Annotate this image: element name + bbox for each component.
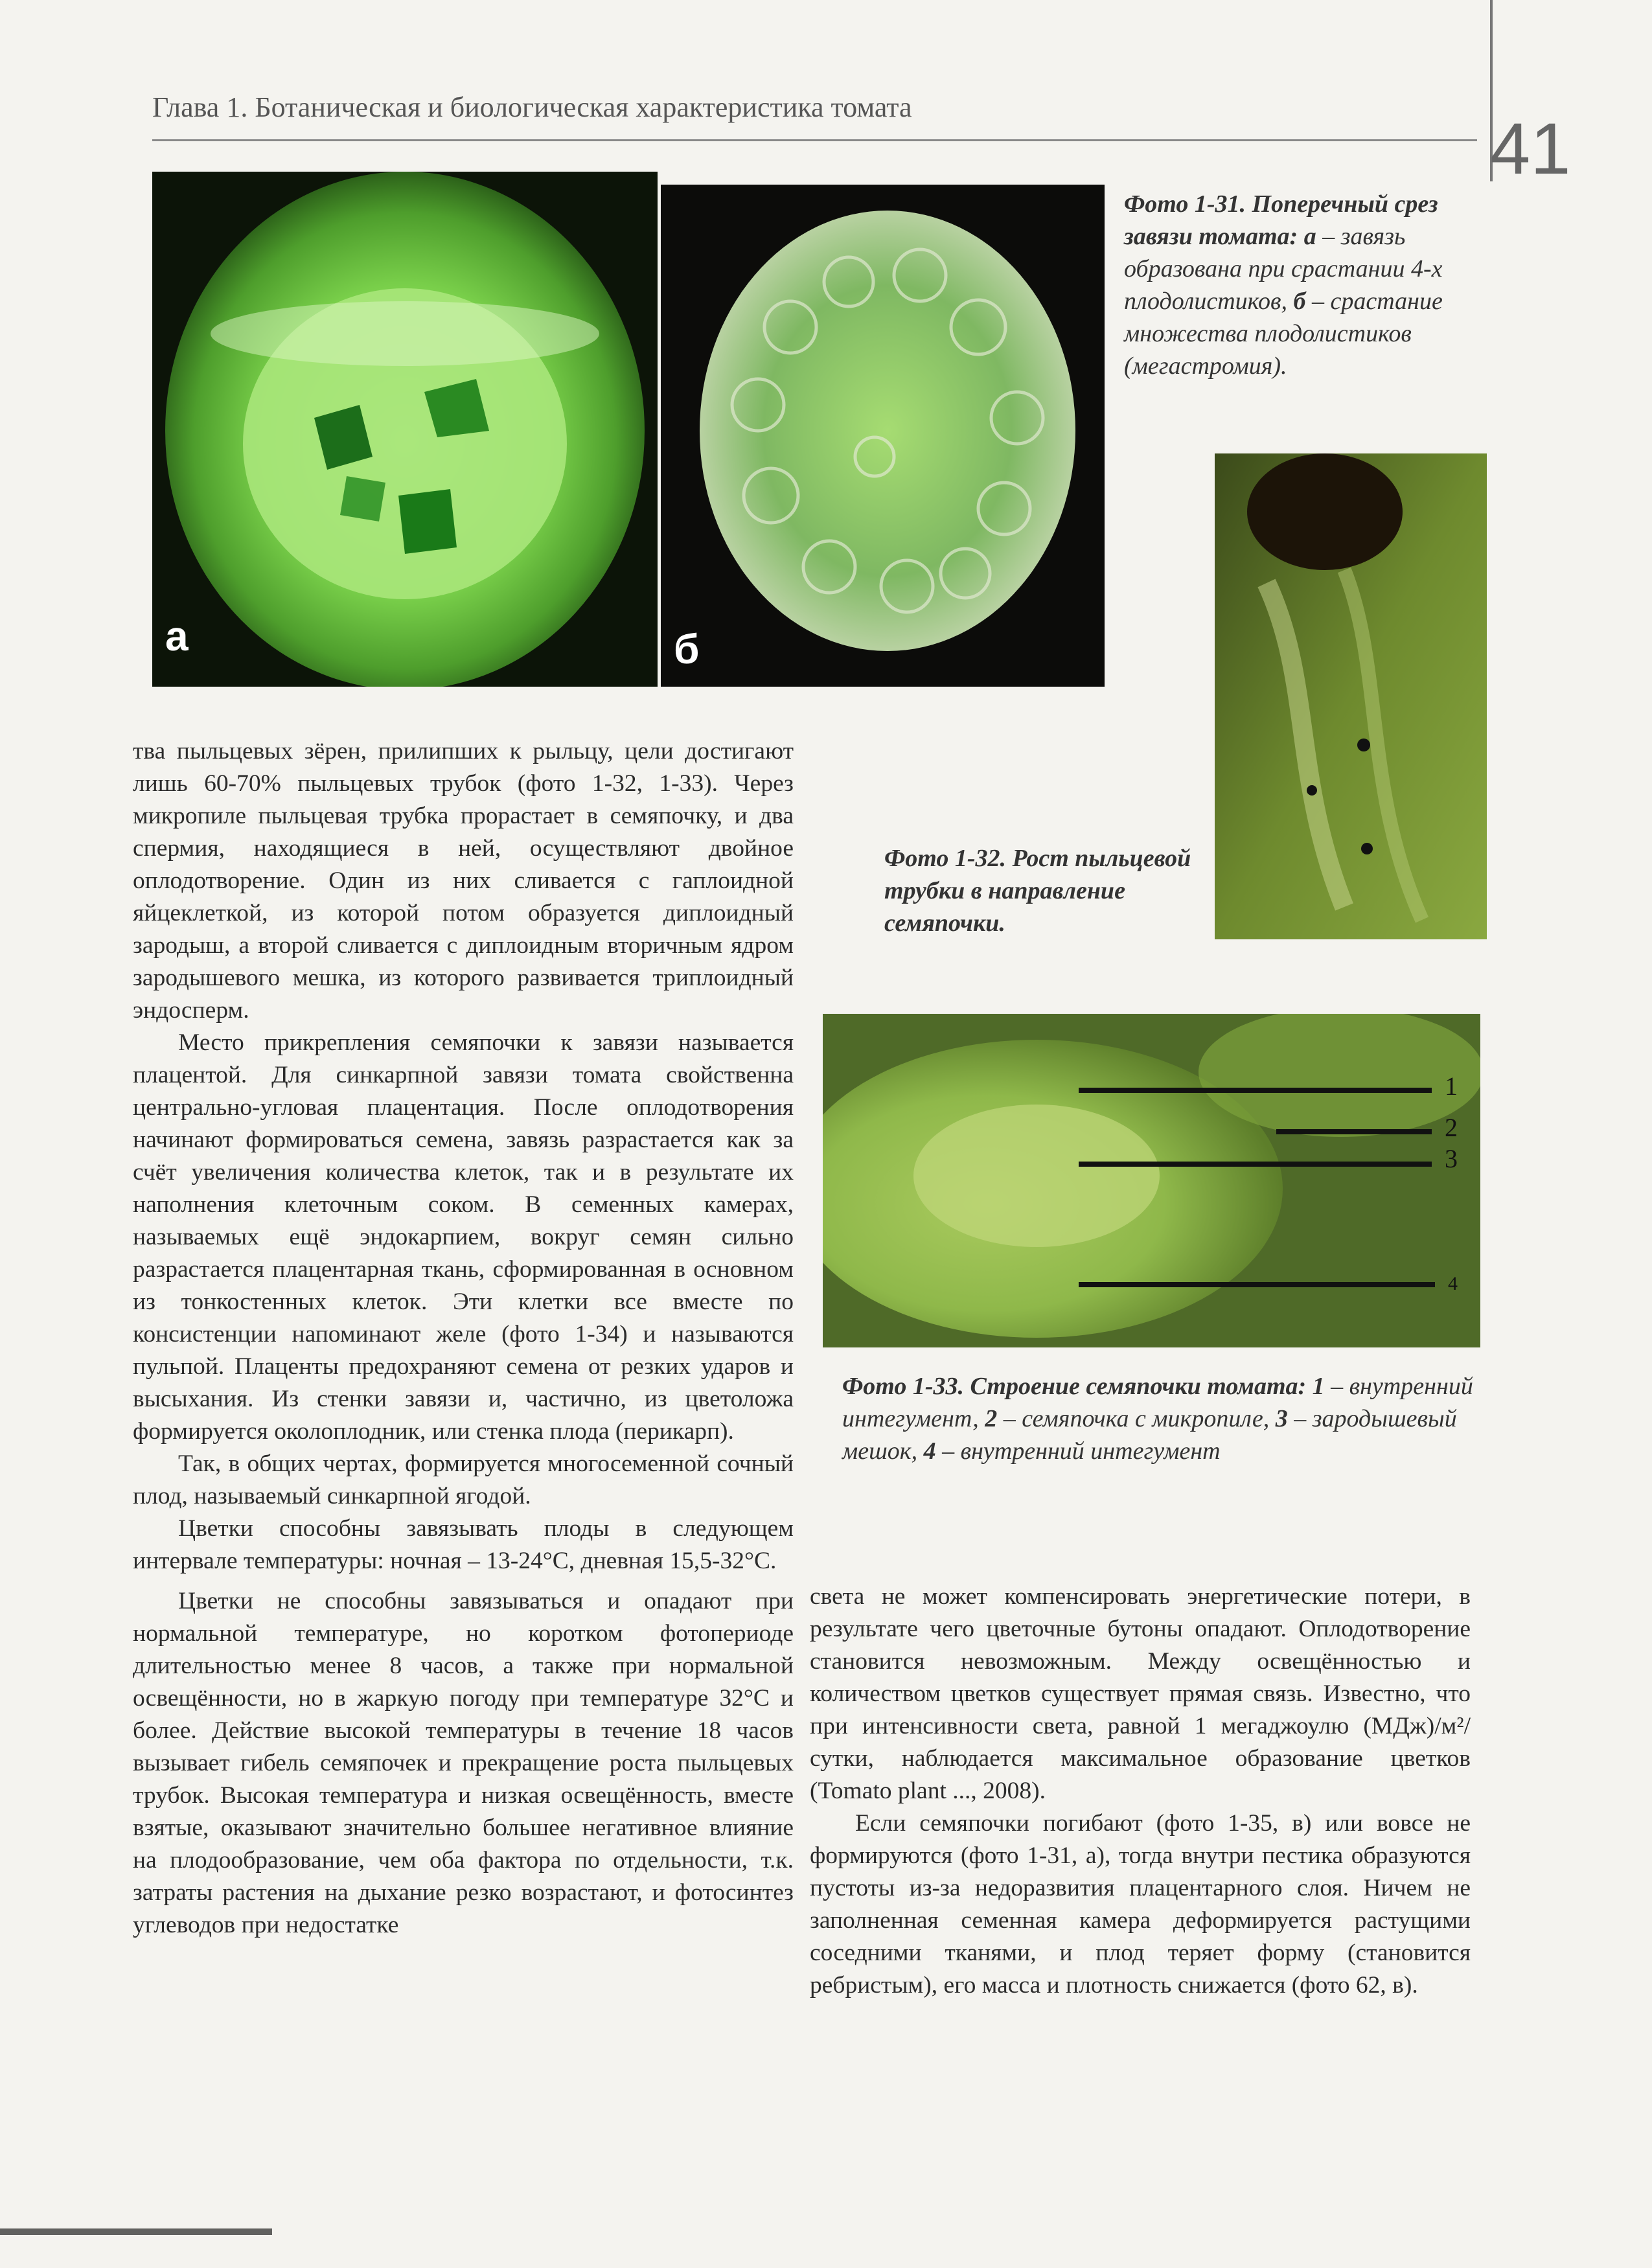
left-paragraph-3: Так, в общих чертах, формируется многосеменной сочный плод, называемый синкарпной ягодой.: [133, 1450, 794, 1509]
caption-photo-1-31: [1124, 188, 1493, 382]
caption-photo-1-32: [884, 842, 1208, 939]
caption-1-33-num-2: 2: [985, 1405, 998, 1432]
left-paragraph-4: Цветки способны завязывать плоды в следующем интервале температуры: ночная – 13-24°С, дневная 15,5-32°С.: [133, 1515, 794, 1574]
caption-1-31-text: – завязь образована при срастании 4-х плодолистиков,: [1124, 223, 1443, 315]
marker-2: 2: [1445, 1113, 1458, 1142]
left-column-text: [133, 735, 794, 1942]
marker-3: 3: [1445, 1144, 1458, 1173]
photo-label-b: б: [674, 626, 700, 672]
caption-1-33-text-1: – внутренний интегумент,: [842, 1373, 1473, 1432]
right-column-text: [810, 1581, 1471, 2002]
caption-1-33-text-4: – внутренний интегумент: [935, 1438, 1221, 1465]
caption-1-31-text-b: – срастание множества плодолистиков (мегастромия).: [1124, 288, 1443, 380]
page-number: 41: [1490, 108, 1571, 189]
caption-1-32-text: Фото 1-32. Рост пыльцевой трубки в направление семяпочки.: [884, 845, 1191, 937]
marker-4: 4: [1448, 1273, 1458, 1294]
photo-1-31-a: [152, 172, 658, 687]
caption-1-33-text-3: – зародышевый мешок,: [842, 1405, 1457, 1465]
left-paragraph-2: Место прикрепления семяпочки к завязи называется плацентой. Для синкарпной завязи томата свойственна центрально-угловая плацентация. После оплодотворения начинают формироваться семена, завязь разрастается как за счёт увеличения количества клеток, так и в результате их наполнения клеточным соком. В семенных камерах, называемых ещё эндокарпием, вокруг семян сильно разрастается плацентарная ткань, сформированная в основном из тонкостенных клеток. Эти клетки все вместе по консистенции напоминают желе (фото 1-34) и называются пульпой. Плаценты предохраняют семена от резких ударов и высыхания. Из стенки завязи и, частично, из цветоложа формируется околоплодник, или стенка плода (перикарп).: [133, 1029, 794, 1445]
right-paragraph-2: Если семяпочки погибают (фото 1-35, в) или вовсе не формируются (фото 1-31, а), тогда внутри пестика образуются пустоты из-за недоразвития плацентарного слоя. Ничем не заполненная семенная камера деформируется растущими соседними тканями, и плод теряет форму (становится ребристым), его масса и плотность снижается (фото 62, в).: [810, 1810, 1471, 1999]
photo-1-31-b: [661, 185, 1105, 687]
photo-label-a: а: [165, 613, 189, 659]
chapter-header: Глава 1. Ботаническая и биологическая характеристика томата: [152, 91, 912, 123]
photo-1-32: [1215, 453, 1487, 939]
caption-1-33-bold: Фото 1-33. Строение семяпочки томата: 1: [842, 1373, 1325, 1400]
photo-1-33: [823, 1014, 1480, 1347]
right-paragraph-1: света не может компенсировать энергетические потери, в результате чего цветочные бутоны опадают. Оплодотворение становится невозможным. Между освещённостью и количеством цветков существует прямая связь. Известно, что при интенсивности света, равной 1 мегаджоулю (МДж)/м²/сутки, наблюдается максимальное образование цветков (Tomato plant ..., 2008).: [810, 1583, 1471, 1804]
caption-1-33-num-4: 4: [923, 1438, 936, 1465]
left-paragraph-1: тва пыльцевых зёрен, прилипших к рыльцу, цели достигают лишь 60-70% пыльцевых трубок (фото 1-32, 1-33). Через микропиле пыльцевая трубка прорастает в семяпочку, и два спермия, находящиеся в ней, осуществляют двойное оплодотворение. Один из них сливается с гаплоидной яйцеклеткой, из которой потом образуется диплоидный зародыш, а второй сливается с диплоидным вторичным ядром зародышевого мешка, из которого развивается триплоидный эндосперм.: [133, 738, 794, 1024]
scan-edge-shadow: [0, 2228, 272, 2235]
header-rule: [152, 139, 1477, 141]
caption-1-33-text-2: – семяпочка с микропиле,: [997, 1405, 1276, 1432]
marker-1: 1: [1445, 1071, 1458, 1101]
caption-1-33-num-3: 3: [1275, 1405, 1288, 1432]
caption-1-31-bold-b: б: [1287, 288, 1306, 315]
left-paragraph-5: Цветки не способны завязываться и опадают при нормальной температуре, но коротком фотопериоде длительностью менее 8 часов, а также при нормальной освещённости, но в жаркую погоду при температуре 32°С и более. Действие высокой температуры в течение 18 часов вызывает гибель семяпочек и прекращение роста пыльцевых трубок. Высокая температура и низкая освещённость, вместе взятые, оказывают значительно большее негативное влияние на плодообразование, чем оба фактора по отдельности, т.к. затраты растения на дыхание резко возрастают, и фотосинтез углеводов при недостатке: [133, 1588, 794, 1938]
caption-1-31-bold: Фото 1-31. Поперечный срез завязи томата: а: [1124, 190, 1438, 250]
caption-photo-1-33: [842, 1370, 1480, 1467]
